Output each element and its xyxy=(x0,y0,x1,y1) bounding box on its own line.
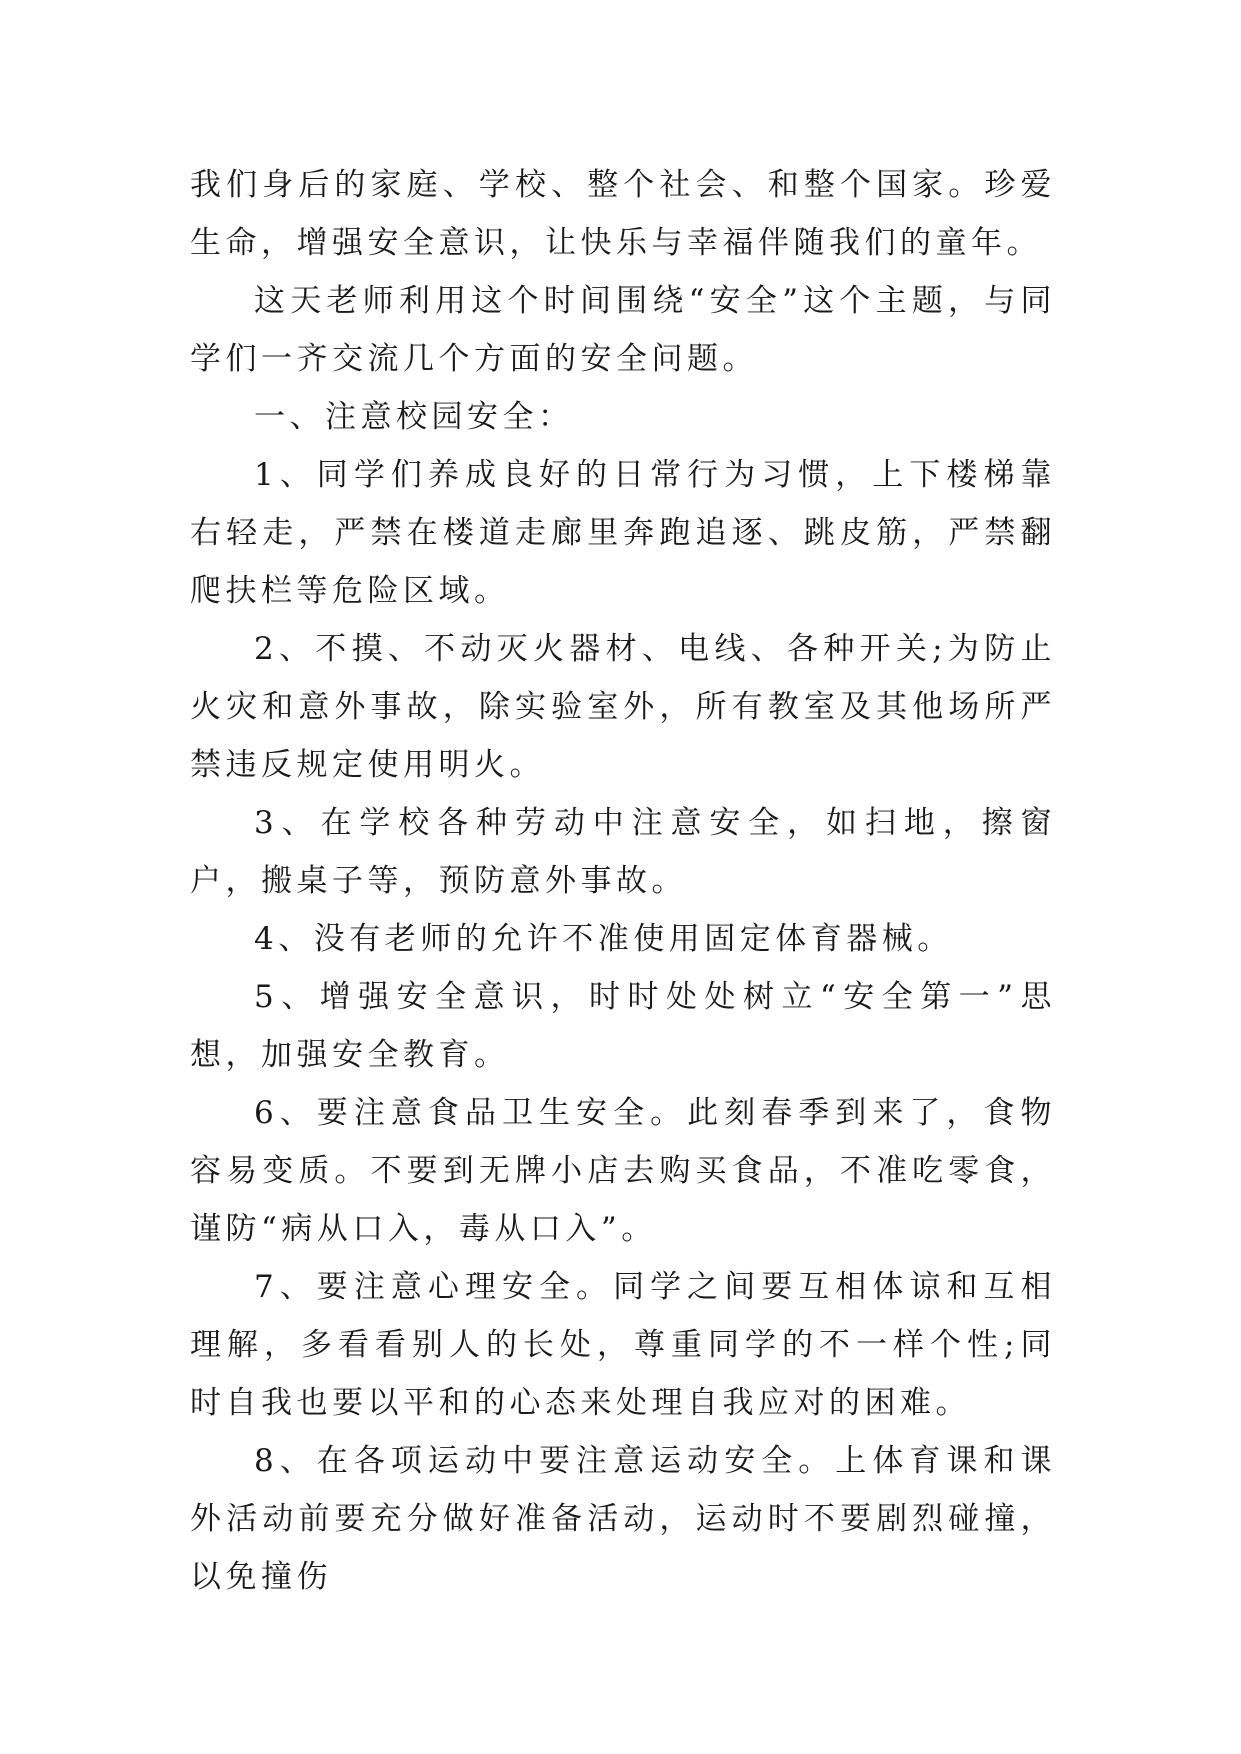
list-item: 2、不摸、不动灭火器材、电线、各种开关;为防止火灾和意外事故，除实验室外，所有教室及其他场所严禁违反规定使用明火。 xyxy=(190,631,1056,783)
paragraph: 我们身后的家庭、学校、整个社会、和整个国家。珍爱生命，增强安全意识，让快乐与幸福伴随我们的童年。 xyxy=(190,167,1056,261)
list-item: 4、没有老师的允许不准使用固定体育器械。 xyxy=(254,921,953,957)
section-heading: 一、注意校园安全： xyxy=(254,399,574,435)
paragraph: 这天老师利用这个时间围绕“安全”这个主题，与同学们一齐交流几个方面的安全问题。 xyxy=(190,283,1056,377)
document-body xyxy=(190,156,1056,1606)
list-item: 5、增强安全意识，时时处处树立“安全第一”思想，加强安全教育。 xyxy=(190,979,1056,1073)
list-item: 7、要注意心理安全。同学之间要互相体谅和互相理解，多看看别人的长处，尊重同学的不一样个性;同时自我也要以平和的心态来处理自我应对的困难。 xyxy=(190,1269,1056,1421)
list-item: 1、同学们养成良好的日常行为习惯，上下楼梯靠右轻走，严禁在楼道走廊里奔跑追逐、跳皮筋，严禁翻爬扶栏等危险区域。 xyxy=(190,457,1056,609)
list-item: 3、在学校各种劳动中注意安全，如扫地，擦窗户，搬桌子等，预防意外事故。 xyxy=(190,805,1056,899)
list-item: 8、在各项运动中要注意运动安全。上体育课和课外活动前要充分做好准备活动，运动时不要剧烈碰撞，以免撞伤 xyxy=(190,1443,1056,1595)
list-item: 6、要注意食品卫生安全。此刻春季到来了，食物容易变质。不要到无牌小店去购买食品，不准吃零食，谨防“病从口入，毒从口入”。 xyxy=(190,1095,1056,1247)
